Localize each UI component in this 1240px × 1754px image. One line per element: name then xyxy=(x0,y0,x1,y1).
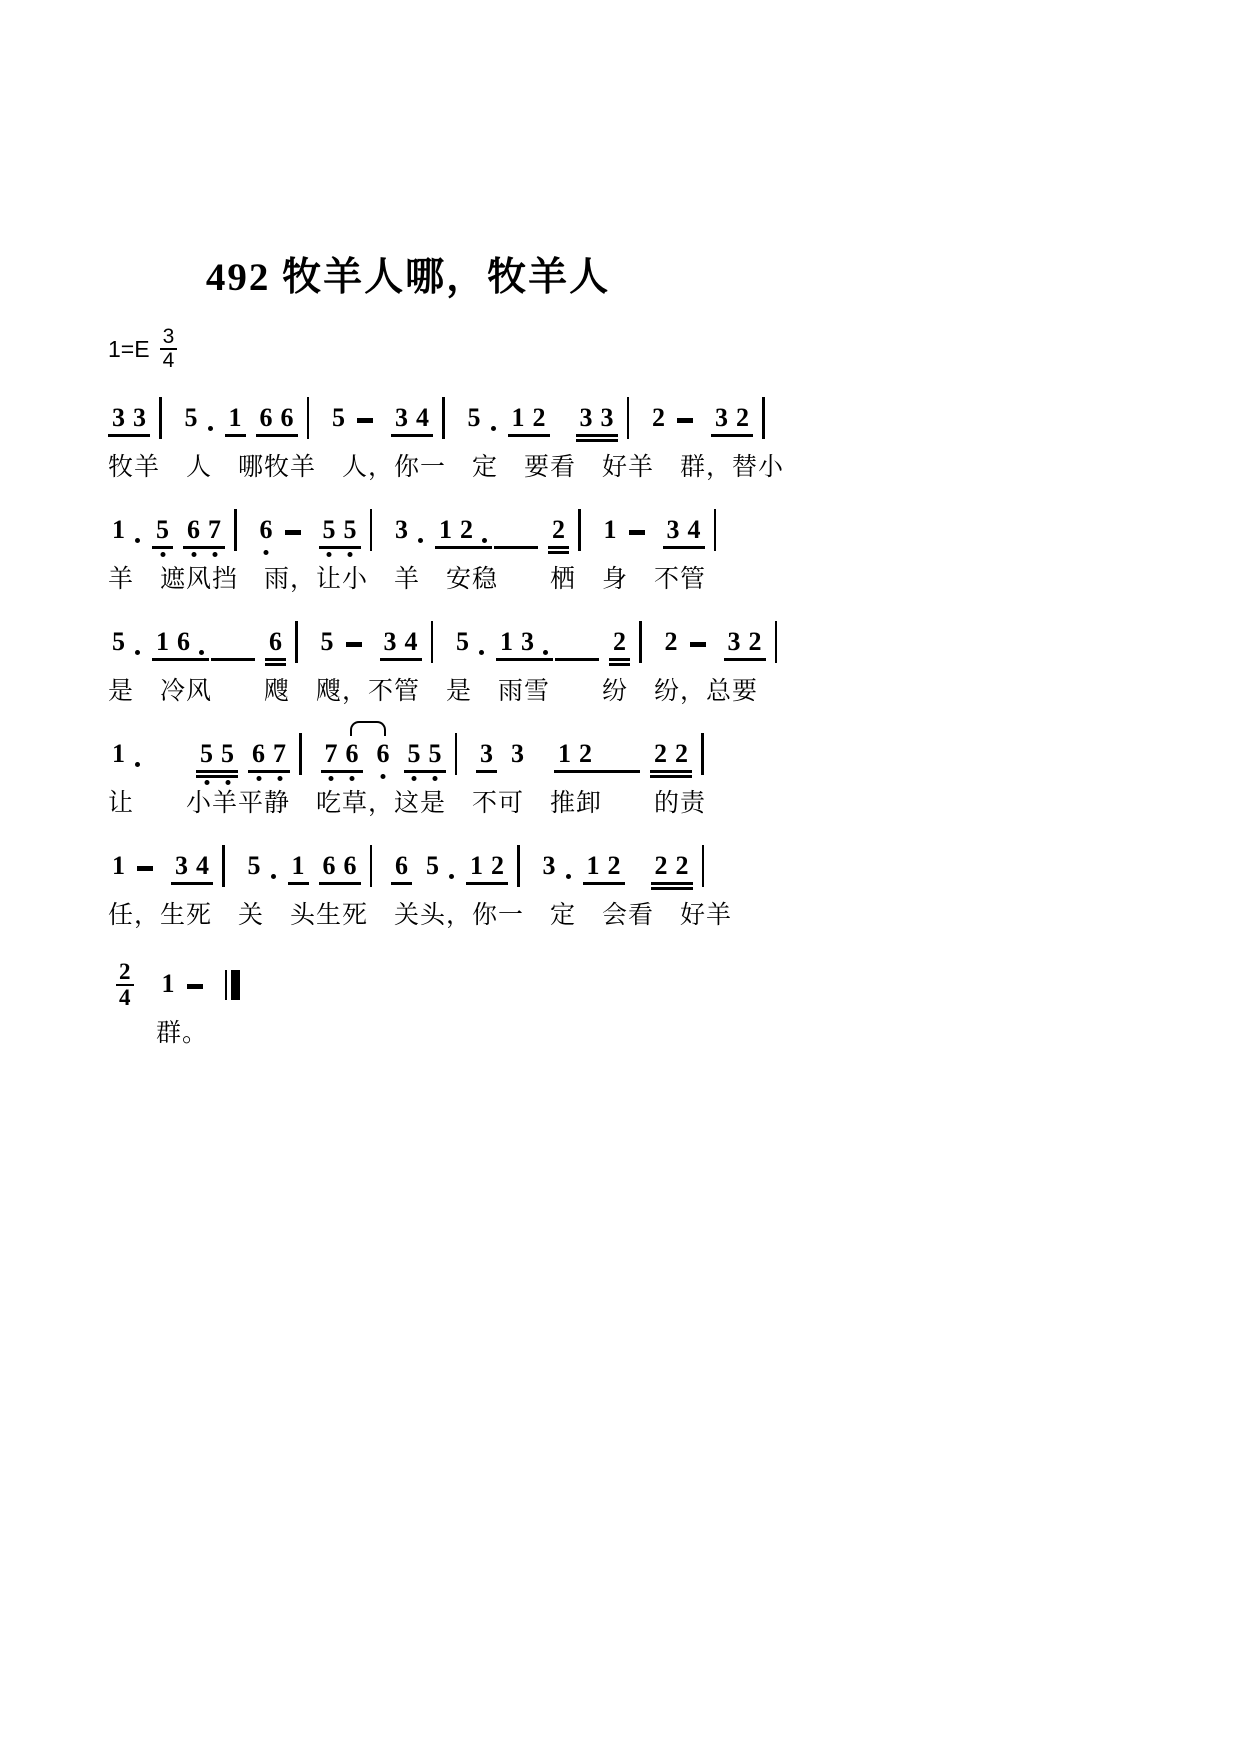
note: 3 xyxy=(391,401,412,437)
dot-glyph xyxy=(482,538,487,543)
note: 2 xyxy=(651,849,672,885)
note: 1 xyxy=(508,401,529,437)
lyrics-line-1: 牧羊 人 哪牧羊 人，你一 定 要看 好羊 群，替小 xyxy=(108,454,785,481)
dot-glyph xyxy=(566,874,571,879)
note: 6 xyxy=(277,401,298,437)
note: 3 xyxy=(476,737,497,773)
gap xyxy=(494,513,538,549)
note: 2 xyxy=(456,513,477,549)
note: 5 xyxy=(184,403,198,432)
note: 2 xyxy=(652,403,665,432)
final-time-denominator: 4 xyxy=(116,984,134,1010)
note: 2 xyxy=(487,849,508,885)
note: 1 xyxy=(603,515,617,544)
final-bar-thick xyxy=(231,970,240,1000)
barline xyxy=(370,845,373,887)
note: 2 xyxy=(529,401,550,437)
barline xyxy=(455,733,458,775)
note: 3 xyxy=(129,401,150,437)
note: 2 xyxy=(732,401,753,437)
duration-dot xyxy=(208,401,213,434)
barline xyxy=(702,845,705,887)
lyrics-line-2: 羊 遮风挡 雨，让小 羊 安稳 栖 身 不管 xyxy=(108,566,707,593)
duration-dot xyxy=(538,625,553,661)
dot-glyph xyxy=(543,650,548,655)
gap xyxy=(596,737,640,773)
barline xyxy=(370,509,373,551)
system-3 xyxy=(108,608,762,710)
time-signature xyxy=(160,326,178,372)
note: 1 xyxy=(152,625,173,661)
note: 2 xyxy=(548,513,569,549)
note: 6 xyxy=(256,513,277,546)
final-music-notes xyxy=(148,967,241,1000)
score-content xyxy=(108,0,785,1052)
note: 2 xyxy=(609,625,630,661)
barline xyxy=(299,733,302,775)
system-4 xyxy=(108,720,708,822)
note: 1 xyxy=(225,401,246,437)
duration-dot xyxy=(479,625,484,658)
note: 5 xyxy=(425,737,446,773)
dash xyxy=(285,530,301,535)
note: 4 xyxy=(412,401,433,437)
system-1 xyxy=(108,384,785,486)
duration-dot xyxy=(418,513,423,546)
barline xyxy=(431,621,434,663)
barline xyxy=(714,509,717,551)
lyrics-line-5: 任，生死 关 头生死 关头，你一 定 会看 好羊 xyxy=(108,902,733,929)
dot-glyph xyxy=(449,874,454,879)
dash xyxy=(677,418,693,423)
note: 3 xyxy=(663,513,684,549)
note: 5 xyxy=(217,737,238,773)
duration-dot xyxy=(491,401,496,434)
note: 1 xyxy=(583,849,604,885)
note: 5 xyxy=(320,627,334,656)
note: 2 xyxy=(672,849,693,885)
music-line-2 xyxy=(108,496,708,546)
dot-glyph xyxy=(208,426,213,431)
note: 2 xyxy=(745,625,766,661)
note: 4 xyxy=(192,849,213,885)
barline xyxy=(159,397,162,439)
note: 1 xyxy=(161,969,175,998)
note: 3 xyxy=(511,739,524,768)
note: 7 xyxy=(204,513,225,549)
note: 1 xyxy=(112,851,125,880)
note: 3 xyxy=(576,401,597,437)
dot-glyph xyxy=(491,426,496,431)
note: 3 xyxy=(597,401,618,437)
note: 6 xyxy=(173,625,194,661)
dash xyxy=(346,642,362,647)
dash xyxy=(690,642,706,647)
note: 5 xyxy=(196,737,217,773)
final-bar-thin xyxy=(225,970,228,1000)
note: 5 xyxy=(404,737,425,773)
note: 2 xyxy=(671,737,692,773)
note: 6 xyxy=(265,625,286,661)
gap xyxy=(555,625,599,661)
note: 6 xyxy=(342,737,363,773)
note: 5 xyxy=(112,627,125,656)
final-time-numerator: 2 xyxy=(119,958,131,984)
duration-dot xyxy=(449,849,454,882)
barline xyxy=(307,397,310,439)
barline xyxy=(234,509,237,551)
note: 2 xyxy=(664,627,678,656)
note: 5 xyxy=(332,403,345,432)
note: 6 xyxy=(256,401,277,437)
gap xyxy=(625,849,641,882)
note: 3 xyxy=(724,625,745,661)
note: 3 xyxy=(517,625,538,661)
tie xyxy=(342,737,394,770)
final-system xyxy=(108,944,708,1052)
dash xyxy=(137,866,153,871)
music-line-3 xyxy=(108,608,762,658)
lyrics-line-final: 群。 xyxy=(156,1020,209,1047)
lyrics-line-4: 让 小羊平静 吃草，这是 不可 推卸 的责 xyxy=(108,790,707,817)
system-2 xyxy=(108,496,708,598)
duration-dot xyxy=(477,513,492,549)
note: 7 xyxy=(321,737,342,773)
note: 2 xyxy=(575,737,596,773)
duration-dot xyxy=(135,625,140,658)
duration-dot xyxy=(566,849,571,882)
note: 6 xyxy=(319,849,340,885)
dot-glyph xyxy=(271,874,276,879)
note: 5 xyxy=(247,851,261,880)
music-line-final xyxy=(108,944,708,1010)
dot-glyph xyxy=(479,650,484,655)
time-numerator: 3 xyxy=(162,324,175,348)
final-barline xyxy=(225,967,241,1000)
music-line-5 xyxy=(108,832,708,882)
duration-dot xyxy=(135,513,140,546)
note: 6 xyxy=(391,849,412,885)
barline xyxy=(639,621,642,663)
note: 1 xyxy=(554,737,575,773)
note: 3 xyxy=(171,849,192,885)
note: 7 xyxy=(269,737,290,773)
note: 1 xyxy=(288,849,309,885)
time-signature-change xyxy=(116,960,134,1010)
system-5 xyxy=(108,832,733,934)
note: 5 xyxy=(319,513,340,549)
lyrics-line-3: 是 冷风 飕 飕，不管 是 雨雪 纷 纷，总要 xyxy=(108,678,759,705)
note: 1 xyxy=(466,849,487,885)
dot-glyph xyxy=(199,650,204,655)
note: 1 xyxy=(435,513,456,549)
note: 6 xyxy=(248,737,269,773)
note: 2 xyxy=(604,849,625,885)
duration-dot xyxy=(194,625,209,661)
dot-glyph xyxy=(418,538,423,543)
note: 5 xyxy=(340,513,361,549)
note: 5 xyxy=(152,513,173,549)
note: 1 xyxy=(112,739,125,768)
note: 5 xyxy=(426,851,439,880)
barline xyxy=(762,397,765,439)
note: 3 xyxy=(380,625,401,661)
song-title: 492 牧羊人哪，牧羊人 xyxy=(205,256,611,299)
dash xyxy=(187,984,203,989)
dash xyxy=(357,418,373,423)
note: 4 xyxy=(684,513,705,549)
music-line-1 xyxy=(108,384,749,434)
music-line-4 xyxy=(108,720,708,770)
note: 5 xyxy=(467,403,481,432)
dot-glyph xyxy=(135,650,140,655)
gap xyxy=(211,625,255,661)
note: 3 xyxy=(395,515,408,544)
note: 3 xyxy=(711,401,732,437)
barline xyxy=(222,845,225,887)
barline xyxy=(701,733,704,775)
key-signature xyxy=(108,326,708,372)
key-label: 1=E xyxy=(108,335,150,362)
gap xyxy=(142,737,186,770)
note: 5 xyxy=(456,627,469,656)
barline xyxy=(578,509,581,551)
dash xyxy=(629,530,645,535)
note: 6 xyxy=(373,737,394,770)
note: 2 xyxy=(650,737,671,773)
gap xyxy=(528,737,544,770)
duration-dot xyxy=(135,737,140,770)
note: 3 xyxy=(542,851,556,880)
barline xyxy=(517,845,520,887)
gap xyxy=(550,401,566,434)
note: 4 xyxy=(401,625,422,661)
note: 6 xyxy=(340,849,361,885)
dot-glyph xyxy=(135,538,140,543)
barline xyxy=(295,621,298,663)
note: 3 xyxy=(108,401,129,437)
dot-glyph xyxy=(135,762,140,767)
note: 1 xyxy=(112,515,125,544)
duration-dot xyxy=(271,849,276,882)
barline xyxy=(627,397,630,439)
time-denominator: 4 xyxy=(160,348,178,372)
note: 1 xyxy=(496,625,517,661)
barline xyxy=(775,621,778,663)
barline xyxy=(442,397,445,439)
note: 6 xyxy=(183,513,204,549)
